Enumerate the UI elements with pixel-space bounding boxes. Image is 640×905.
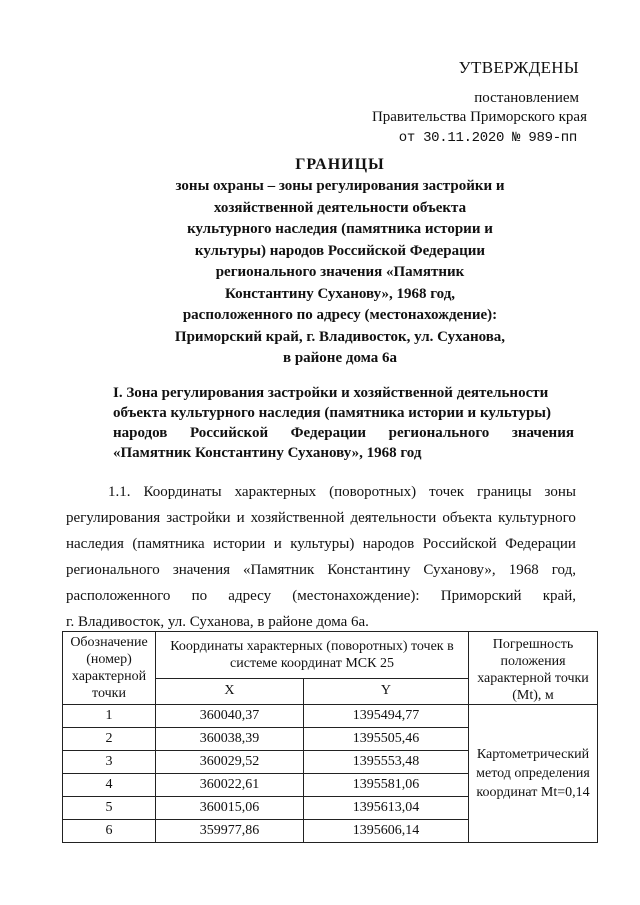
paragraph-word: границы (477, 484, 532, 500)
paragraph-word: и (236, 510, 245, 526)
coord-x: 360022,61 (156, 774, 304, 797)
heading-line: культурного наследия (памятника истории и (187, 221, 493, 237)
coord-y: 1395553,48 (303, 751, 468, 774)
paragraph-word: 1.1. (108, 484, 131, 500)
point-number: 2 (63, 728, 156, 751)
point-number: 3 (63, 751, 156, 774)
coord-y: 1395613,04 (303, 797, 468, 820)
heading-line: Приморский край, г. Владивосток, ул. Суханова, (174, 328, 506, 345)
heading-line: в районе дома 6а (282, 350, 398, 366)
paragraph-line (66, 557, 576, 583)
accuracy-note: Картометрический метод определения координат Mt=0,14 (469, 705, 598, 843)
header-coordinates: Координаты характерных (поворотных) точек в системе координат МСК 25 (156, 632, 469, 679)
header-x: X (156, 678, 304, 704)
paragraph-word: Константину (327, 562, 411, 578)
paragraph-word: (местонахождение): (292, 588, 420, 604)
approval-date-number: от 30.11.2020 № 989-пп (398, 130, 577, 146)
heading-line: Константину Суханову», 1968 год, (224, 285, 456, 302)
section-heading (113, 383, 574, 463)
paragraph-line (66, 531, 576, 557)
paragraph-word: Приморский (440, 588, 522, 604)
heading-title: ГРАНИЦЫ (295, 156, 385, 173)
paragraph-word: (поворотных) (329, 484, 417, 500)
coord-x: 360015,06 (156, 797, 304, 820)
paragraph-word: культурного (498, 510, 576, 526)
paragraph-word: зоны (544, 484, 576, 500)
point-number: 6 (63, 820, 156, 843)
table-header-row (63, 632, 598, 679)
paragraph-word: истории (213, 536, 266, 552)
section-line: I. Зона регулирования застройки и хозяйственной деятельности (113, 385, 549, 401)
paragraph-word: 1968 (508, 562, 539, 578)
paragraph-word: (памятника (132, 536, 205, 552)
heading-line: зоны охраны – зоны регулирования застройки и (175, 178, 505, 194)
paragraph-word: регулирования (66, 510, 161, 526)
paragraph-word: деятельности (350, 510, 437, 526)
paragraph-line (66, 505, 576, 531)
approval-title: УТВЕРЖДЕНЫ (458, 58, 579, 77)
paragraph-word: год, (551, 562, 576, 578)
heading-line: расположенного по адресу (местонахождение): (182, 307, 498, 323)
table-row (63, 705, 598, 728)
coord-y: 1395494,77 (303, 705, 468, 728)
section-word: народов (113, 425, 168, 441)
coord-x: 359977,86 (156, 820, 304, 843)
section-word: значения (511, 425, 574, 441)
coord-x: 360029,52 (156, 751, 304, 774)
coordinates-table (62, 631, 598, 843)
header-point-number: Обозначение (номер) характерной точки (63, 632, 156, 705)
coord-y: 1395505,46 (303, 728, 468, 751)
approval-government: Правительства Приморского края (371, 109, 587, 125)
paragraph-line-last: г. Владивосток, ул. Суханова, в районе дома 6а. (66, 614, 369, 630)
paragraph-word: Координаты (143, 484, 222, 500)
paragraph-word: расположенного (66, 588, 171, 604)
paragraph-word: объекта (442, 510, 493, 526)
paragraph-word: адресу (228, 588, 272, 604)
coord-y: 1395581,06 (303, 774, 468, 797)
heading-line: культуры) народов Российской Федерации (194, 242, 486, 259)
coord-x: 360040,37 (156, 705, 304, 728)
section-line-justified (113, 423, 574, 443)
paragraph-word: хозяйственной (250, 510, 345, 526)
point-number: 4 (63, 774, 156, 797)
paragraph-word: характерных (234, 484, 317, 500)
paragraph-word: культуры) (290, 536, 355, 552)
paragraph-word: застройки (166, 510, 231, 526)
header-accuracy: Погрешность положения характерной точки (Mt), м (469, 632, 598, 705)
paragraph-word: по (191, 588, 208, 604)
paragraph-word: точек (429, 484, 465, 500)
header-y: Y (303, 678, 468, 704)
paragraph-word: край, (542, 588, 576, 604)
section-word: Российской (189, 425, 269, 441)
paragraph-word: наследия (66, 536, 124, 552)
paragraph-word: Суханову», (423, 562, 496, 578)
point-number: 1 (63, 705, 156, 728)
section-word: регионального (388, 425, 490, 441)
coord-x: 360038,39 (156, 728, 304, 751)
paragraph-word: регионального (66, 562, 160, 578)
section-line: «Памятник Константину Суханову», 1968 год (113, 445, 422, 461)
point-number: 5 (63, 797, 156, 820)
section-line: объекта культурного наследия (памятника истории и культуры) (113, 405, 552, 421)
approval-resolution: постановлением (474, 90, 579, 106)
paragraph-word: «Памятник (243, 562, 315, 578)
paragraph-word: значения (172, 562, 230, 578)
paragraph-word: Российской (422, 536, 497, 552)
paragraph-line (66, 583, 576, 609)
coord-y: 1395606,14 (303, 820, 468, 843)
paragraph-word: народов (362, 536, 415, 552)
paragraph-word: Федерации (505, 536, 576, 552)
section-word: Федерации (290, 425, 367, 441)
document-heading (120, 154, 560, 370)
paragraph-word: и (273, 536, 282, 552)
paragraph-line (66, 479, 576, 505)
heading-line: регионального значения «Памятник (215, 264, 465, 280)
heading-line: хозяйственной деятельности объекта (213, 199, 467, 216)
coordinates-paragraph (66, 479, 576, 635)
